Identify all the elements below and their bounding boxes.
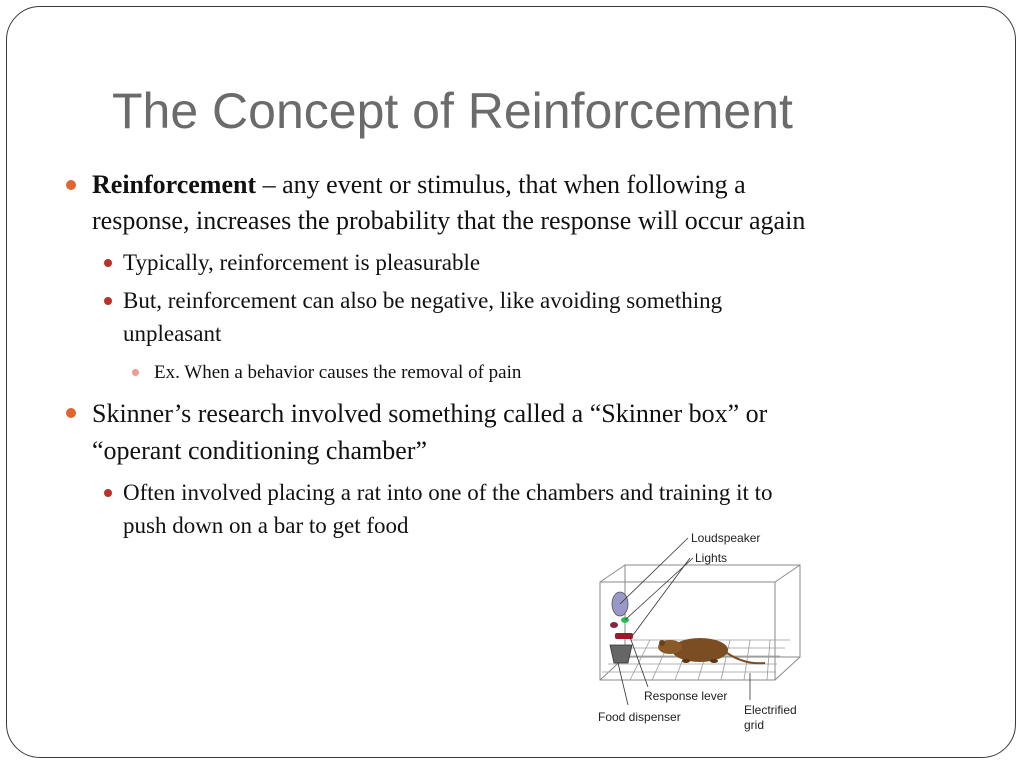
term-reinforcement: Reinforcement xyxy=(92,170,257,199)
label-lights: Lights xyxy=(695,551,728,565)
sub-bullet-negative-line1: But, reinforcement can also be negative, like avoiding something xyxy=(123,288,723,313)
label-loudspeaker: Loudspeaker xyxy=(691,531,761,545)
bullet-marker xyxy=(66,180,76,190)
sub-bullet-marker xyxy=(104,297,112,305)
light-red xyxy=(610,622,618,628)
rat-figure xyxy=(658,638,765,663)
label-response-lever: Response lever xyxy=(644,689,728,703)
bullet-reinforcement-line1 xyxy=(92,167,746,203)
chamber-outline xyxy=(600,565,800,680)
skinner-box-diagram xyxy=(590,525,820,740)
sub-bullet-marker xyxy=(104,259,112,267)
bullet-skinner-line2: “operant conditioning chamber” xyxy=(92,436,427,465)
example-removal-of-pain: Ex. When a behavior causes the removal of pain xyxy=(154,362,522,383)
sub-bullet-negative-line2: unpleasant xyxy=(123,321,222,346)
bullet-reinforcement-line2: response, increases the probability that the response will occur again xyxy=(92,206,806,235)
label-electrified-grid-2: grid xyxy=(744,718,765,732)
label-food-dispenser: Food dispenser xyxy=(598,710,681,724)
sub-bullet-marker xyxy=(104,489,112,497)
sub-sub-bullet-marker xyxy=(132,369,139,376)
bullet-marker xyxy=(66,408,76,418)
sub-bullet-pleasurable: Typically, reinforcement is pleasurable xyxy=(123,250,481,275)
definition-text: – any event or stimulus, that when following a xyxy=(256,170,746,199)
sub-bullet-rat-line2: push down on a bar to get food xyxy=(123,513,409,538)
label-electrified-grid-1: Electrified xyxy=(744,703,797,717)
bullet-skinner-line1: Skinner’s research involved something called a “Skinner box” or xyxy=(92,399,768,428)
slide-title: The Concept of Reinforcement xyxy=(112,83,793,139)
sub-bullet-rat-line1: Often involved placing a rat into one of the chambers and training it to xyxy=(123,480,773,505)
food-dispenser-shape xyxy=(610,645,632,663)
